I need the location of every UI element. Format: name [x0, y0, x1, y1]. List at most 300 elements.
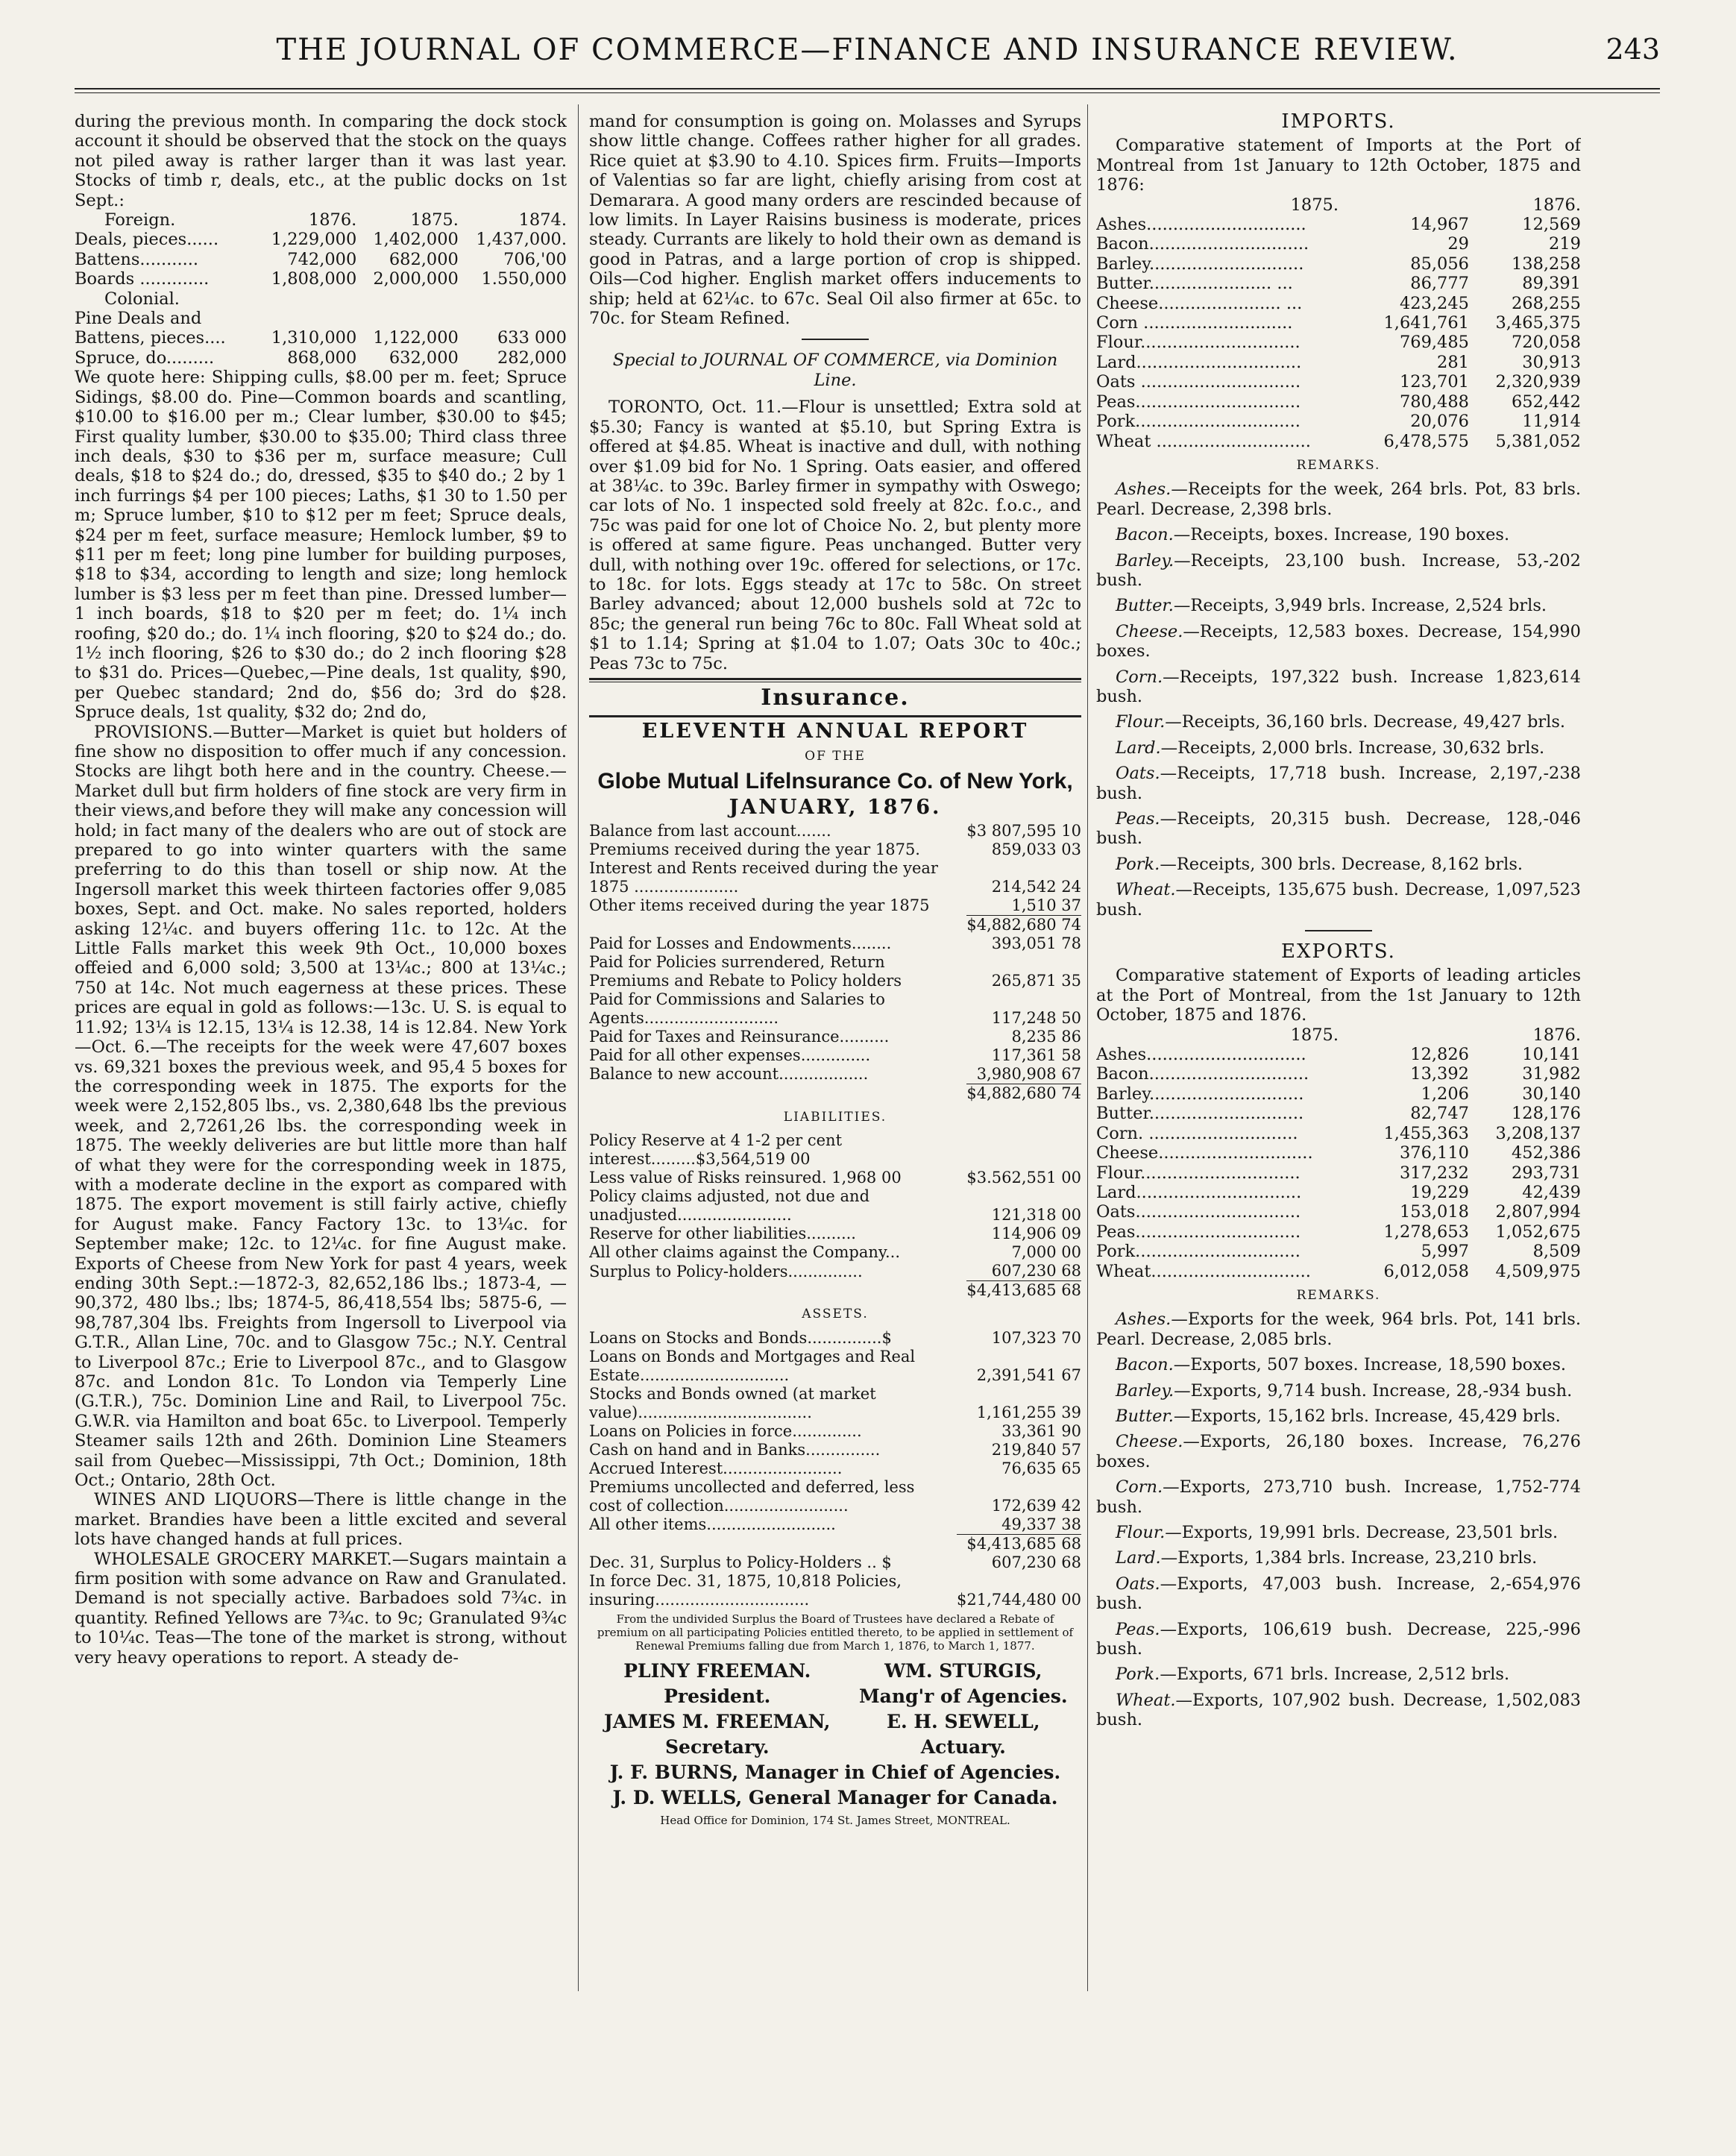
table-cell: 1874.: [518, 210, 567, 230]
table-cell: 107,323 70: [991, 1328, 1081, 1347]
table-header-row: [1096, 1025, 1581, 1045]
table-row: [589, 896, 1081, 916]
insurance-heading: Insurance.: [761, 684, 910, 711]
table-cell: 117,361 58: [991, 1046, 1081, 1064]
table-row: [589, 916, 1081, 935]
signatory-name: JAMES M. FREEMAN,: [604, 1710, 831, 1732]
signatory-name: E. H. SEWELL,: [886, 1710, 1040, 1732]
column-divider: [1087, 104, 1088, 1991]
table-cell: Pork...............................: [1096, 412, 1301, 432]
table-cell: Paid for Losses and Endowments........: [589, 934, 892, 952]
table-cell: 6,012,058: [1383, 1261, 1469, 1281]
table-cell: 282,000: [497, 348, 567, 368]
remark-text: —Receipts, 23,100 bush. Increase, 53,-202 bush.: [1096, 550, 1581, 590]
page-header: [75, 33, 1660, 78]
report-title: ELEVENTH ANNUAL REPORT: [641, 720, 1029, 744]
table-cell: 1,122,000: [373, 328, 459, 348]
table-row: [589, 1478, 1081, 1515]
table-row: [1096, 432, 1581, 451]
table-cell: 5,997: [1421, 1242, 1469, 1262]
table-row: [589, 953, 1081, 990]
remark-item: [1096, 525, 1581, 544]
remark-text: —Exports, 26,180 boxes. Increase, 76,276 boxes.: [1096, 1432, 1581, 1471]
table-cell: 30,140: [1522, 1084, 1581, 1104]
remark-text: —Receipts, 300 brls. Decrease, 8,162 brls.: [1160, 854, 1523, 874]
table-row: [75, 250, 567, 269]
table-header-row: [75, 210, 567, 230]
column-3: [1096, 112, 1581, 1984]
column-2: [589, 112, 1081, 1984]
table-cell: 219: [1549, 234, 1581, 254]
signatories: [589, 1659, 1081, 1760]
table-cell: Accrued Interest........................: [589, 1459, 843, 1477]
wines-liquors-report: WINES AND LIQUORS—There is little change in the market. Brandies have been a little excited and several lots have changed hands at full prices.: [75, 1490, 567, 1550]
table-cell: Surplus to Policy-holders...............: [589, 1262, 863, 1280]
remark-text: —Exports, 273,710 bush. Increase, 1,752-774 bush.: [1096, 1477, 1581, 1517]
remark-item: [1096, 1381, 1581, 1401]
table-cell: 8,509: [1532, 1242, 1581, 1262]
table-row: [589, 1572, 1081, 1609]
remark-commodity: Pork.: [1116, 1665, 1160, 1685]
remark-text: —Receipts, boxes. Increase, 190 boxes.: [1173, 525, 1510, 545]
table-header-row: [1096, 195, 1581, 215]
column-1: [75, 112, 567, 1984]
table-cell: 12,826: [1410, 1045, 1469, 1065]
table-cell: 376,110: [1399, 1143, 1469, 1163]
table-cell: Foreign.: [104, 210, 176, 230]
table-cell: 652,442: [1511, 392, 1581, 412]
table-row: [589, 1553, 1081, 1572]
remark-commodity: Barley.: [1116, 1380, 1174, 1401]
remark-text: —Receipts, 2,000 brls. Increase, 30,632 brls.: [1160, 738, 1545, 758]
table-cell: 1,402,000: [373, 230, 459, 250]
table-cell: Oats ..............................: [1096, 372, 1301, 392]
table-cell: Wheat .............................: [1096, 431, 1311, 451]
report-date: JANUARY, 1876.: [729, 795, 942, 819]
remark-item: [1096, 764, 1581, 803]
table-cell: 868,000: [287, 348, 357, 368]
table-cell: 2,807,994: [1495, 1202, 1581, 1222]
table-row: [1096, 1064, 1581, 1084]
table-cell: All other claims against the Company...: [589, 1243, 900, 1262]
remark-commodity: Corn.: [1116, 1477, 1163, 1497]
table-row: [589, 1131, 1081, 1169]
table-cell: Balance from last account.......: [589, 822, 831, 840]
table-cell: 42,439: [1522, 1182, 1581, 1202]
imports-table: [1096, 195, 1581, 215]
table-row: [1096, 1104, 1581, 1123]
table-row: [75, 289, 567, 309]
table-cell: Cheese....................... ...: [1096, 293, 1303, 313]
table-row: [589, 1169, 1081, 1187]
remark-commodity: Lard.: [1116, 738, 1161, 758]
remark-text: —Receipts for the week, 264 brls. Pot, 83 brls. Pearl. Decrease, 2,398 brls.: [1096, 480, 1581, 519]
table-cell: 607,230 68: [991, 1262, 1081, 1280]
assets-heading: ASSETS.: [802, 1307, 869, 1322]
table-cell: 769,485: [1399, 333, 1469, 353]
table-cell: Barley.............................: [1096, 254, 1304, 274]
table-cell: 268,255: [1511, 293, 1581, 313]
table-row: [589, 822, 1081, 840]
table-row: [1096, 1222, 1581, 1242]
table-cell: Peas...............................: [1096, 1222, 1301, 1242]
table-cell: 1,229,000: [271, 230, 357, 250]
table-row: [589, 1046, 1081, 1065]
remark-commodity: Oats.: [1116, 1574, 1160, 1594]
table-cell: 13,392: [1410, 1064, 1469, 1084]
remark-text: —Receipts, 20,315 bush. Decrease, 128,-046 bush.: [1096, 809, 1581, 849]
remark-item: [1096, 1620, 1581, 1659]
section-rule: [589, 715, 1081, 717]
table-row: [75, 269, 567, 289]
remark-item: [1096, 1432, 1581, 1471]
table-cell: 3,208,137: [1495, 1123, 1581, 1143]
table-cell: 2,000,000: [373, 269, 459, 289]
table-cell: 2,320,939: [1495, 372, 1581, 392]
table-row: [589, 1385, 1081, 1422]
table-row: [1096, 1262, 1581, 1281]
table-cell: 33,361 90: [1001, 1421, 1081, 1440]
remark-commodity: Flour.: [1116, 712, 1166, 732]
remark-commodity: Cheese.: [1116, 621, 1183, 641]
table-cell: 8,235 86: [1011, 1028, 1081, 1046]
table-cell: 1875.: [410, 210, 459, 230]
imports-intro: Comparative statement of Imports at the Port of Montreal from 1st January to 12th October, 1875 and 1876:: [1096, 136, 1581, 195]
page-number: 243: [1606, 33, 1660, 66]
signatory-line: J. D. WELLS, General Manager for Canada.: [612, 1786, 1058, 1808]
table-cell: 20,076: [1410, 412, 1469, 432]
remark-item: [1096, 738, 1581, 758]
journal-title: THE JOURNAL OF COMMERCE—FINANCE AND INSURANCE REVIEW.: [276, 33, 1459, 67]
remark-text: —Exports, 671 brls. Increase, 2,512 brls.: [1160, 1665, 1510, 1685]
table-cell: $3 807,595 10: [966, 822, 1081, 840]
table-row: [589, 840, 1081, 859]
table-cell: Stocks and Bonds owned (at market value)...................................: [589, 1384, 876, 1421]
remark-commodity: Butter.: [1116, 1406, 1174, 1426]
table-row: [589, 1262, 1081, 1281]
table-cell: 4,509,975: [1495, 1261, 1581, 1281]
table-cell: Barley.............................: [1096, 1084, 1304, 1104]
table-row: [589, 1065, 1081, 1084]
table-cell: Paid for Taxes and Reinsurance..........: [589, 1028, 890, 1046]
table-cell: 393,051 78: [991, 934, 1081, 952]
table-cell: Battens, pieces....: [75, 328, 226, 348]
remarks-heading: REMARKS.: [1296, 1287, 1381, 1303]
remark-item: [1096, 480, 1581, 519]
table-cell: 1876.: [308, 210, 357, 230]
signatory-title: Actuary.: [920, 1735, 1006, 1758]
signatory-name: WM. STURGIS,: [884, 1659, 1042, 1682]
exports-rows: [1096, 1045, 1581, 1281]
table-cell: 29: [1447, 234, 1469, 254]
remark-item: [1096, 1665, 1581, 1684]
table-cell: Oats...............................: [1096, 1202, 1301, 1222]
table-row: [589, 859, 1081, 896]
table-cell: 19,229: [1410, 1182, 1469, 1202]
table-cell: 1876.: [1532, 195, 1581, 215]
remark-item: [1096, 1691, 1581, 1730]
table-cell: 720,058: [1511, 333, 1581, 353]
signatory-title: President.: [664, 1685, 771, 1707]
table-cell: 219,840 57: [991, 1440, 1081, 1459]
table-row: [589, 1735, 1081, 1760]
table-cell: Cash on hand and in Banks...............: [589, 1440, 881, 1459]
table-row: [1096, 1045, 1581, 1064]
remark-text: —Exports, 1,384 brls. Increase, 23,210 brls.: [1160, 1548, 1538, 1568]
table-cell: 14,967: [1410, 215, 1469, 235]
table-cell: 89,391: [1522, 274, 1581, 294]
table-cell: Bacon..............................: [1096, 1064, 1309, 1084]
table-cell: 49,337 38: [1001, 1515, 1081, 1533]
table-cell: 1,808,000: [271, 269, 357, 289]
remark-text: —Receipts, 36,160 brls. Decrease, 49,427 brls.: [1165, 712, 1566, 732]
table-row: [1096, 392, 1581, 412]
remarks-heading: REMARKS.: [1296, 457, 1381, 473]
table-row: [589, 1684, 1081, 1709]
table-cell: 1,278,653: [1383, 1222, 1469, 1242]
table-cell: 423,245: [1399, 293, 1469, 313]
exports-heading: EXPORTS.: [1281, 940, 1396, 964]
remark-commodity: Pork.: [1116, 854, 1160, 874]
remark-item: [1096, 1310, 1581, 1349]
table-cell: Bacon..............................: [1096, 234, 1309, 254]
table-cell: 86,777: [1410, 274, 1469, 294]
table-cell: Dec. 31, Surplus to Policy-Holders .. $: [589, 1553, 892, 1571]
table-cell: Less value of Risks reinsured. 1,968 00: [589, 1169, 902, 1187]
table-cell: 1.550,000: [481, 269, 567, 289]
imports-rows: [1096, 215, 1581, 451]
table-row: [589, 1534, 1081, 1553]
table-cell: 281: [1437, 352, 1469, 372]
table-cell: Policy Reserve at 4 1-2 per cent interest.........$3,564,519 00: [589, 1131, 843, 1169]
table-row: [1096, 333, 1581, 352]
remark-text: —Exports, 19,991 brls. Decrease, 23,501 brls.: [1165, 1523, 1559, 1542]
table-cell: All other items..........................: [589, 1515, 836, 1534]
table-cell: 293,731: [1511, 1163, 1581, 1183]
table-row: [589, 1281, 1081, 1301]
table-cell: Loans on Stocks and Bonds...............$: [589, 1328, 892, 1347]
signatory-title: Secretary.: [664, 1735, 770, 1758]
table-row: [589, 1659, 1081, 1684]
remark-item: [1096, 1548, 1581, 1568]
company-name: Globe Mutual Lifelnsurance Co. of New York,: [597, 769, 1073, 794]
remark-item: [1096, 551, 1581, 591]
provisions-report: PROVISIONS.—Butter—Market is quiet but holders of fine show no disposition to offer much if any concession. Stocks are lihgt both here and in the country. Cheese.—Market dull but firm holders of fine stock are very firm in their views,and before they will make any concession will hold; in fact many of the dealers who are out of stock are prepared to go into winter quarters with the same preferring to do this than tosell or ship now. At the Ingersoll market this week thirteen factories offer 9,085 boxes, Sept. and Oct. make. No sales reported, holders asking 12¼c. and buyers offering 11c. to 12c. At the Little Falls market this week 9th Oct., 10,000 boxes offeied and 6,000 sold; 3,500 at 13¼c.; 800 at 13¼c.; 750 at 14c. Not much eagerness at these prices. These prices are equal in gold as follows:—13c. U. S. is equal to 11.92; 13¼ is 12.15, 13¼ is 12.38, 14 is 12.84. New York—Oct. 6.—The receipts for the week were 47,607 boxes vs. 69,321 boxes the previous week, and 95,4 5 boxes for the corresponding week in 1875. The exports for the week were 2,152,805 lbs., vs. 2,380,648 lbs the previous week, and 2,7261,26 lbs. the corresponding week in 1875. The weekly deliveries are but little more than half of what they were for the corresponding week in 1875, with a moderate decline in the export as compared with 1875. The export movement is still fairly active, chiefly for August make. Fancy Factory 13c. to 13¼c. for September make; 12c. to 12¼c. for fine August make. Exports of Cheese from New York for past 4 years, week ending 30th Sept.:—1872-3, 82,652,186 lbs.; 1873-4, —90,372, 480 lbs.; lbs; 1874-5, 86,418,554 lbs; 5875-6, —98,787,304 lbs. Freights from Ingersoll to Liverpool via G.T.R., Allan Line, 70c. and to Glasgow 75c.; N.Y. Central to Liverpool 87c.; Erie to Liverpool 87c., and to Glasgow 87c. and London 81c. To London via Temperly Line (G.T.R.), 75c. Dominion Line and Rail, to Liverpool 75c. G.W.R. via Hamilton and boat 65c. to Liverpool. Temperly Steamer sails 12th and 26th. Dominion Line Steamers sail from Quebec—Mississippi, 7th Oct.; Dominion, 18th Oct.; Ontario, 28th Oct.: [75, 722, 567, 1491]
table-cell: Loans on Bonds and Mortgages and Real Estate..............................: [589, 1347, 916, 1384]
table-cell: Policy claims adjusted, not due and unadjusted.......................: [589, 1187, 870, 1225]
remark-commodity: Cheese.: [1116, 1432, 1183, 1452]
remark-item: [1096, 596, 1581, 615]
table-row: [589, 934, 1081, 953]
table-cell: 6,478,575: [1383, 431, 1469, 451]
table-cell: 128,176: [1511, 1104, 1581, 1124]
table-row: [589, 1329, 1081, 1348]
table-cell: 1875.: [1290, 195, 1339, 215]
table-row: [1096, 353, 1581, 372]
table-cell: Pine Deals and: [75, 309, 202, 329]
table-row: [1096, 274, 1581, 293]
commodity-table: [1096, 215, 1581, 451]
remark-commodity: Wheat.: [1116, 1690, 1176, 1710]
table-cell: Paid for all other expenses..............: [589, 1046, 871, 1064]
remark-text: —Exports, 106,619 bush. Decrease, 225,-996 bush.: [1096, 1619, 1581, 1659]
table-row: [589, 1187, 1081, 1225]
commodity-table: [1096, 1045, 1581, 1281]
table-cell: 85,056: [1410, 254, 1469, 274]
table-row: [1096, 1183, 1581, 1202]
remark-item: [1096, 1574, 1581, 1614]
table-row: [75, 328, 567, 348]
remark-item: [1096, 622, 1581, 661]
table-cell: 1,437,000.: [476, 230, 567, 250]
remark-text: —Receipts, 135,675 bush. Decrease, 1,097,523 bush.: [1096, 880, 1581, 920]
table-cell: Reserve for other liabilities..........: [589, 1225, 856, 1243]
remark-commodity: Wheat.: [1116, 880, 1176, 900]
table-row: [589, 1225, 1081, 1243]
remark-commodity: Bacon.: [1116, 1355, 1174, 1375]
table-cell: 780,488: [1399, 392, 1469, 412]
header-rule-thin: [75, 92, 1660, 93]
remark-commodity: Flour.: [1116, 1523, 1166, 1542]
remark-text: —Exports, 107,902 bush. Decrease, 1,502,083 bush.: [1096, 1690, 1581, 1730]
table-cell: Ashes..............................: [1096, 1045, 1306, 1065]
remark-commodity: Corn.: [1116, 667, 1163, 687]
table-row: [1096, 254, 1581, 274]
table-cell: 632,000: [389, 348, 459, 368]
assets-table: [589, 1329, 1081, 1609]
table-cell: Peas...............................: [1096, 392, 1301, 412]
imports-heading: IMPORTS.: [1281, 112, 1396, 133]
head-office: Head Office for Dominion, 174 St. James Street, MONTREAL.: [660, 1813, 1010, 1827]
table-cell: Balance to new account..................: [589, 1065, 869, 1084]
table-cell: 1,455,363: [1383, 1123, 1469, 1143]
grocery-continued: mand for consumption is going on. Molasses and Syrups show little change. Coffees rather higher for all grades. Rice quiet at $3.90 to 4.10. Spices firm. Fruits—Imports of Valentias so far are light, chiefly arising from cost at Demarara. A good many orders are rescinded because of low limits. In Layer Raisins business is moderate, prices steady. Currants are likely to hold their own as demand is good in Patras, and a large portion of crop is shipped. Oils—Cod higher. English market offers inducements to ship; held at 62¼c. to 67c. Seal Oil also firmer at 65c. to 70c. for Steam Refined.: [589, 112, 1081, 329]
table-cell: $3.562,551 00: [966, 1169, 1081, 1187]
table-cell: 3,980,908 67: [976, 1065, 1081, 1083]
table-cell: Corn ............................: [1096, 313, 1293, 333]
income-table: [589, 822, 1081, 1103]
table-cell: 121,318 00: [991, 1206, 1081, 1225]
table-row: [1096, 1143, 1581, 1163]
assets-total: $4,413,685 68: [957, 1534, 1081, 1553]
remark-text: —Exports for the week, 964 brls. Pot, 141 brls. Pearl. Decrease, 2,085 brls.: [1096, 1310, 1581, 1349]
table-cell: 138,258: [1511, 254, 1581, 274]
table-cell: Flour..............................: [1096, 1163, 1301, 1183]
table-row: [1096, 294, 1581, 313]
remark-item: [1096, 1523, 1581, 1542]
table-row: [1096, 372, 1581, 392]
table-cell: 1,641,761: [1383, 313, 1469, 333]
table-cell: 123,701: [1399, 372, 1469, 392]
table-cell: 10,141: [1522, 1045, 1581, 1065]
remark-text: —Exports, 47,003 bush. Increase, 2,-654,976 bush.: [1096, 1574, 1581, 1614]
table-row: [589, 1028, 1081, 1046]
table-cell: Colonial.: [104, 289, 180, 309]
remark-commodity: Oats.: [1116, 764, 1160, 784]
table-cell: Paid for Policies surrendered, Return Premiums and Rebate to Policy holders: [589, 953, 902, 990]
remark-commodity: Ashes.: [1116, 480, 1172, 500]
table-cell: In force Dec. 31, 1875, 10,818 Policies, insuring...............................: [589, 1571, 902, 1609]
table-row: [589, 1422, 1081, 1441]
report-of-the: OF THE: [805, 748, 866, 764]
table-cell: 452,386: [1511, 1143, 1581, 1163]
table-cell: Paid for Commissions and Salaries to Agents...........................: [589, 990, 885, 1027]
table-cell: 265,871 35: [991, 972, 1081, 990]
signatory-line: J. F. BURNS, Manager in Chief of Agencies.: [609, 1761, 1061, 1783]
lumber-prices: We quote here: Shipping culls, $8.00 per m. feet; Spruce Sidings, $8.00 do. Pine—Common boards and scantling, $10.00 to $16.00 per m.; Clear lumber, $30.00 to $45; First quality lumber, $30.00 to $35.00; Third class three inch deals, $30 to $36 per m, surface measure; Cull deals, $18 to $24 do.; do, dressed, $35 to $40 do.; 2 by 1 inch furrings $4 per 100 pieces; Laths, $1 30 to 1.50 per m; Spruce lumber, $10 to $12 per m feet; Spruce deals, $24 per m feet, surface measure; Hemlock lumber, $9 to $11 per m feet; long pine lumber for building purposes, $18 to $34, according to length and size; long hemlock lumber is $3 less per m feet than pine. Dressed lumber—1 inch boards, $18 to $20 per m feet; do. 1¼ inch roofing, $20 do.; do. 1¼ inch flooring, $20 to $24 do.; do. 1½ inch flooring, $26 to $30 do.; do 2 inch flooring $28 to $31 do. Prices—Quebec,—Pine deals, 1st quality, $90, per Quebec standard; 2nd do, $56 do; 3rd do $28. Spruce deals, 1st quality, $32 do; 2nd do,: [75, 368, 567, 723]
table-cell: Lard...............................: [1096, 352, 1302, 372]
header-rule: [75, 88, 1660, 89]
table-cell: 12,569: [1522, 215, 1581, 235]
table-cell: 1875.: [1290, 1025, 1339, 1045]
table-row: [589, 1348, 1081, 1385]
remark-commodity: Peas.: [1116, 1619, 1160, 1639]
table-cell: 1,052,675: [1495, 1222, 1581, 1242]
divider: [1305, 930, 1372, 931]
table-cell: Butter.............................: [1096, 1104, 1304, 1124]
column-divider: [578, 104, 579, 1991]
special-dispatch-heading: Special to JOURNAL OF COMMERCE, via Dominion Line.: [612, 351, 1058, 390]
liabilities-heading: LIABILITIES.: [783, 1110, 887, 1125]
table-cell: Other items received during the year 1875: [589, 896, 930, 915]
table-cell: 117,248 50: [991, 1009, 1081, 1027]
toronto-market-report: TORONTO, Oct. 11.—Flour is unsettled; Extra sold at $5.30; Fancy is wanted at $5.10, but Spring Extra is offered at $4.85. Wheat is inactive and dull, with nothing over $1.09 bid for No. 1 Spring. Oats easier, and offered at 38¼c. to 39c. Barley firmer in sympathy with Oswego; car lots of No. 1 inspected sold freely at 82c. f.o.c., and 75c was paid for one lot of Choice No. 2, but plenty more is offered at same figure. Peas unchanged. Butter very dull, with nothing over 19c. offered for selections, or 17c. to 18c. for lots. Eggs steady at 17c to 58c. On street Barley advanced; about 12,000 bushels sold at 72c to 85c; the general run being 76c to 80c. Fall Wheat sold at $1 to 1.14; Spring at $1.04 to 1.07; Oats 30c to 40c.; Peas 73c to 75c.: [589, 397, 1081, 673]
table-row: [1096, 1124, 1581, 1143]
table-row: [589, 990, 1081, 1028]
grocery-market-report: WHOLESALE GROCERY MARKET.—Sugars maintain a firm position with some advance on Raw and Granulated. Demand is not specially active. Barbadoes sold 7¾c. in quantity. Refined Yellows are 7¾c. to 9c; Granulated 9¾c to 10¼c. Teas—The tone of the market is strong, without very heavy operations to report. A steady de-: [75, 1549, 567, 1668]
table-cell: Premiums received during the year 1875.: [589, 840, 920, 858]
table-cell: 114,906 09: [991, 1225, 1081, 1243]
table-cell: Interest and Rents received during the year 1875 .....................: [589, 859, 938, 896]
table-cell: 682,000: [389, 249, 459, 269]
table-cell: Spruce, do.........: [75, 348, 215, 368]
table-row: [75, 348, 567, 368]
table-row: [589, 1515, 1081, 1535]
table-row: [589, 1709, 1081, 1735]
table-row: [1096, 215, 1581, 234]
table-cell: Boards .............: [75, 269, 210, 289]
table-cell: Loans on Policies in force..............: [589, 1421, 862, 1440]
fine-print: From the undivided Surplus the Board of Trustees have declared a Rebate of premium on all participating Policies entitled thereto, to be applied in settlement of Renewal Premiums falling due from March 1, 1876, to March 1, 1877.: [597, 1612, 1074, 1653]
table-cell: 859,033 03: [991, 840, 1081, 858]
remark-text: —Receipts, 197,322 bush. Increase 1,823,614 bush.: [1096, 667, 1581, 706]
table-cell: 742,000: [287, 249, 357, 269]
import-remarks: [1096, 480, 1581, 920]
table-cell: Premiums uncollected and deferred, less cost of collection.........................: [589, 1477, 915, 1515]
remark-text: —Receipts, 17,718 bush. Increase, 2,197,-238 bush.: [1096, 764, 1581, 803]
table-cell: 607,230 68: [991, 1553, 1081, 1571]
table-cell: 1876.: [1532, 1025, 1581, 1045]
divider: [802, 339, 869, 340]
table-row: [589, 1459, 1081, 1478]
table-cell: 1,206: [1421, 1084, 1469, 1104]
remark-text: —Receipts, 12,583 boxes. Decrease, 154,990 boxes.: [1096, 621, 1581, 661]
table-cell: Deals, pieces......: [75, 230, 219, 250]
table-row: [75, 230, 567, 249]
table-row: [589, 1441, 1081, 1459]
table-row: [1096, 1163, 1581, 1183]
remark-item: [1096, 1355, 1581, 1374]
table-cell: 172,639 42: [991, 1496, 1081, 1515]
export-remarks: [1096, 1310, 1581, 1729]
exports-intro: Comparative statement of Exports of leading articles at the Port of Montreal, from the 1st January to 12th October, 1875 and 1876.: [1096, 966, 1581, 1025]
table-cell: 3,465,375: [1495, 313, 1581, 333]
remark-text: —Exports, 15,162 brls. Increase, 45,429 brls.: [1173, 1406, 1561, 1426]
table-cell: 2,391,541 67: [976, 1365, 1081, 1384]
table-cell: 76,635 65: [1001, 1459, 1081, 1477]
table-row: [589, 1084, 1081, 1104]
remark-commodity: Peas.: [1116, 809, 1160, 829]
